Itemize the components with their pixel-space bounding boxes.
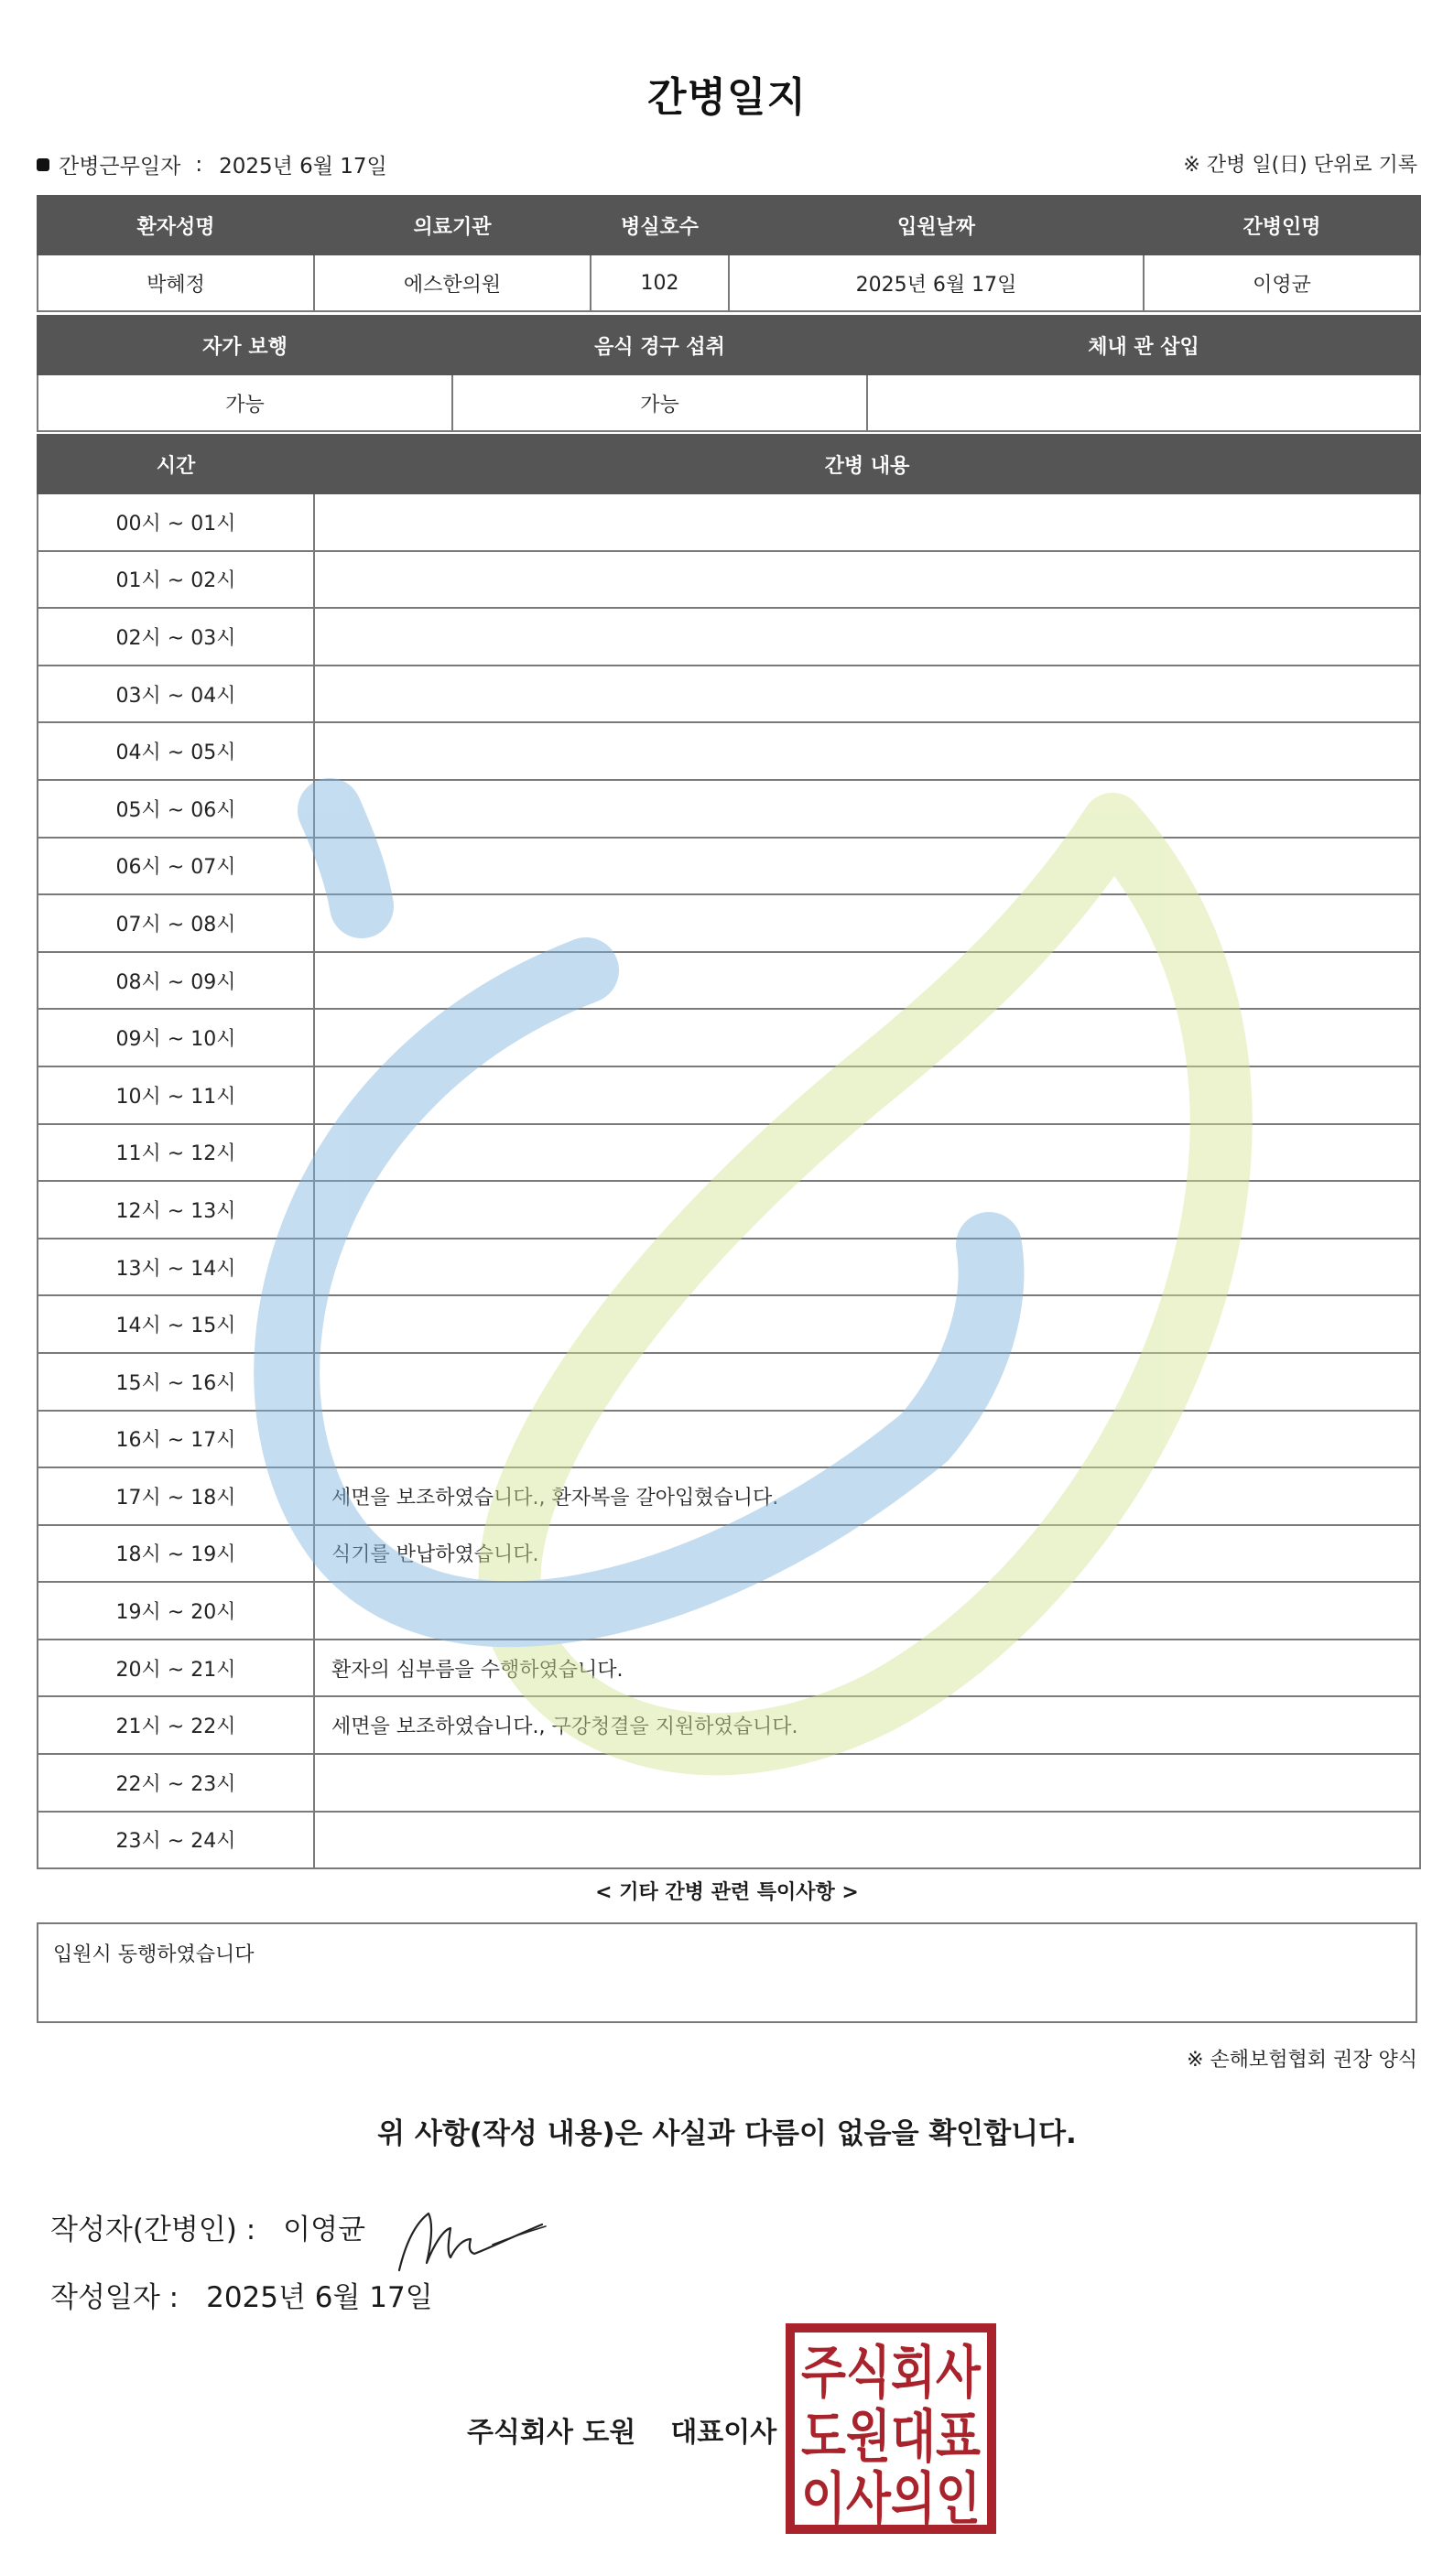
log-content bbox=[314, 1239, 1420, 1296]
log-content bbox=[314, 1009, 1420, 1066]
log-row bbox=[38, 1754, 1420, 1812]
writer-label: 작성자(간병인) : bbox=[50, 2213, 256, 2246]
page-title: 간병일지 bbox=[646, 74, 807, 121]
notes-title: < 기타 간병 관련 특이사항 > bbox=[595, 1881, 859, 1904]
log-row bbox=[38, 1411, 1420, 1468]
log-content bbox=[314, 952, 1420, 1010]
log-row bbox=[38, 1696, 1420, 1754]
header-walking: 자가 보행 bbox=[38, 316, 452, 374]
log-time: 03시 ~ 04시 bbox=[38, 666, 314, 723]
log-content bbox=[314, 894, 1420, 952]
patient-name: 박혜정 bbox=[38, 254, 314, 311]
log-content bbox=[314, 1295, 1420, 1353]
header-patient-name: 환자성명 bbox=[38, 196, 314, 254]
work-date-label: 간병근무일자 bbox=[59, 155, 181, 179]
seal-line-1: 주식회사 bbox=[801, 2339, 982, 2406]
log-row bbox=[38, 1124, 1420, 1182]
log-time: 16시 ~ 17시 bbox=[38, 1411, 314, 1468]
log-time: 06시 ~ 07시 bbox=[38, 838, 314, 895]
log-time: 10시 ~ 11시 bbox=[38, 1066, 314, 1124]
log-content: 세면을 보조하였습니다., 환자복을 갈아입혔습니다. bbox=[314, 1467, 1420, 1525]
written-date-value: 2025년 6월 17일 bbox=[206, 2281, 433, 2314]
log-time: 20시 ~ 21시 bbox=[38, 1640, 314, 1697]
log-content bbox=[314, 1411, 1420, 1468]
writer-row bbox=[50, 2206, 365, 2247]
written-date-row bbox=[50, 2274, 433, 2315]
log-time: 08시 ~ 09시 bbox=[38, 952, 314, 1010]
form-footnote: ※ 손해보험협회 권장 양식 bbox=[1187, 2049, 1417, 2072]
company-seal bbox=[786, 2323, 996, 2534]
work-date-separator: : bbox=[195, 152, 203, 177]
log-row bbox=[38, 493, 1420, 551]
seal-line-2: 도원대표 bbox=[801, 2403, 982, 2470]
log-row bbox=[38, 551, 1420, 609]
written-date-label: 작성일자 : bbox=[50, 2281, 179, 2314]
log-row bbox=[38, 1525, 1420, 1583]
room-number: 102 bbox=[591, 254, 729, 311]
log-row bbox=[38, 952, 1420, 1010]
patient-status-table bbox=[37, 315, 1421, 432]
log-content bbox=[314, 722, 1420, 780]
header-caregiver-name: 간병인명 bbox=[1144, 196, 1420, 254]
caregiver-name: 이영균 bbox=[1144, 254, 1420, 311]
log-row bbox=[38, 1467, 1420, 1525]
writer-name: 이영균 bbox=[283, 2213, 366, 2246]
confirmation-statement: 위 사항(작성 내용)은 사실과 다름이 없음을 확인합니다. bbox=[377, 2117, 1077, 2150]
log-time: 22시 ~ 23시 bbox=[38, 1754, 314, 1812]
log-time: 14시 ~ 15시 bbox=[38, 1295, 314, 1353]
log-row bbox=[38, 1582, 1420, 1640]
work-date-row bbox=[37, 149, 1417, 182]
log-time: 13시 ~ 14시 bbox=[38, 1239, 314, 1296]
log-row bbox=[38, 608, 1420, 666]
header-hospital: 의료기관 bbox=[314, 196, 591, 254]
log-content bbox=[314, 1124, 1420, 1182]
log-time: 12시 ~ 13시 bbox=[38, 1181, 314, 1239]
log-row bbox=[38, 666, 1420, 723]
log-content bbox=[314, 1812, 1420, 1869]
log-content bbox=[314, 780, 1420, 838]
log-time: 21시 ~ 22시 bbox=[38, 1696, 314, 1754]
header-care-content: 간병 내용 bbox=[314, 435, 1420, 493]
tube-insertion-status bbox=[867, 374, 1420, 431]
care-log-table bbox=[37, 434, 1421, 1869]
header-tube-insertion: 체내 관 삽입 bbox=[867, 316, 1420, 374]
company-representative-title: 대표이사 bbox=[670, 2417, 777, 2449]
log-row bbox=[38, 1295, 1420, 1353]
log-time: 18시 ~ 19시 bbox=[38, 1525, 314, 1583]
log-content bbox=[314, 1181, 1420, 1239]
log-time: 01시 ~ 02시 bbox=[38, 551, 314, 609]
company-signature-line bbox=[467, 2409, 776, 2450]
log-row bbox=[38, 1812, 1420, 1869]
admission-date: 2025년 6월 17일 bbox=[729, 254, 1144, 311]
patient-info-table bbox=[37, 195, 1421, 312]
log-time: 04시 ~ 05시 bbox=[38, 722, 314, 780]
log-row bbox=[38, 838, 1420, 895]
log-content: 세면을 보조하였습니다., 구강청결을 지원하였습니다. bbox=[314, 1696, 1420, 1754]
unit-note: ※ 간병 일(日) 단위로 기록 bbox=[1183, 154, 1417, 177]
log-row bbox=[38, 1353, 1420, 1411]
log-row bbox=[38, 1066, 1420, 1124]
log-time: 23시 ~ 24시 bbox=[38, 1812, 314, 1869]
log-time: 09시 ~ 10시 bbox=[38, 1009, 314, 1066]
log-time: 17시 ~ 18시 bbox=[38, 1467, 314, 1525]
log-content bbox=[314, 838, 1420, 895]
header-room-number: 병실호수 bbox=[591, 196, 729, 254]
header-oral-intake: 음식 경구 섭취 bbox=[452, 316, 867, 374]
header-admission-date: 입원날짜 bbox=[729, 196, 1144, 254]
log-time: 00시 ~ 01시 bbox=[38, 493, 314, 551]
log-content bbox=[314, 551, 1420, 609]
company-name: 주식회사 도원 bbox=[467, 2417, 636, 2449]
log-row bbox=[38, 894, 1420, 952]
log-time: 15시 ~ 16시 bbox=[38, 1353, 314, 1411]
log-content bbox=[314, 493, 1420, 551]
log-row bbox=[38, 1239, 1420, 1296]
log-row bbox=[38, 780, 1420, 838]
log-content bbox=[314, 1353, 1420, 1411]
log-content bbox=[314, 1582, 1420, 1640]
oral-intake-status: 가능 bbox=[452, 374, 867, 431]
log-time: 05시 ~ 06시 bbox=[38, 780, 314, 838]
log-row bbox=[38, 722, 1420, 780]
log-content: 식기를 반납하였습니다. bbox=[314, 1525, 1420, 1583]
log-time: 02시 ~ 03시 bbox=[38, 608, 314, 666]
signature bbox=[394, 2197, 549, 2279]
log-content bbox=[314, 608, 1420, 666]
notes-box: 입원시 동행하였습니다 bbox=[37, 1922, 1417, 2023]
walking-status: 가능 bbox=[38, 374, 452, 431]
bullet-icon bbox=[37, 158, 49, 171]
log-content bbox=[314, 1754, 1420, 1812]
log-row bbox=[38, 1181, 1420, 1239]
log-time: 07시 ~ 08시 bbox=[38, 894, 314, 952]
log-time: 11시 ~ 12시 bbox=[38, 1124, 314, 1182]
work-date-value: 2025년 6월 17일 bbox=[219, 155, 387, 179]
hospital-name: 에스한의원 bbox=[314, 254, 591, 311]
log-row bbox=[38, 1009, 1420, 1066]
log-time: 19시 ~ 20시 bbox=[38, 1582, 314, 1640]
seal-line-3: 이사의인 bbox=[801, 2465, 981, 2532]
log-content bbox=[314, 666, 1420, 723]
log-content bbox=[314, 1066, 1420, 1124]
log-content: 환자의 심부름을 수행하였습니다. bbox=[314, 1640, 1420, 1697]
header-time: 시간 bbox=[38, 435, 314, 493]
log-row bbox=[38, 1640, 1420, 1697]
